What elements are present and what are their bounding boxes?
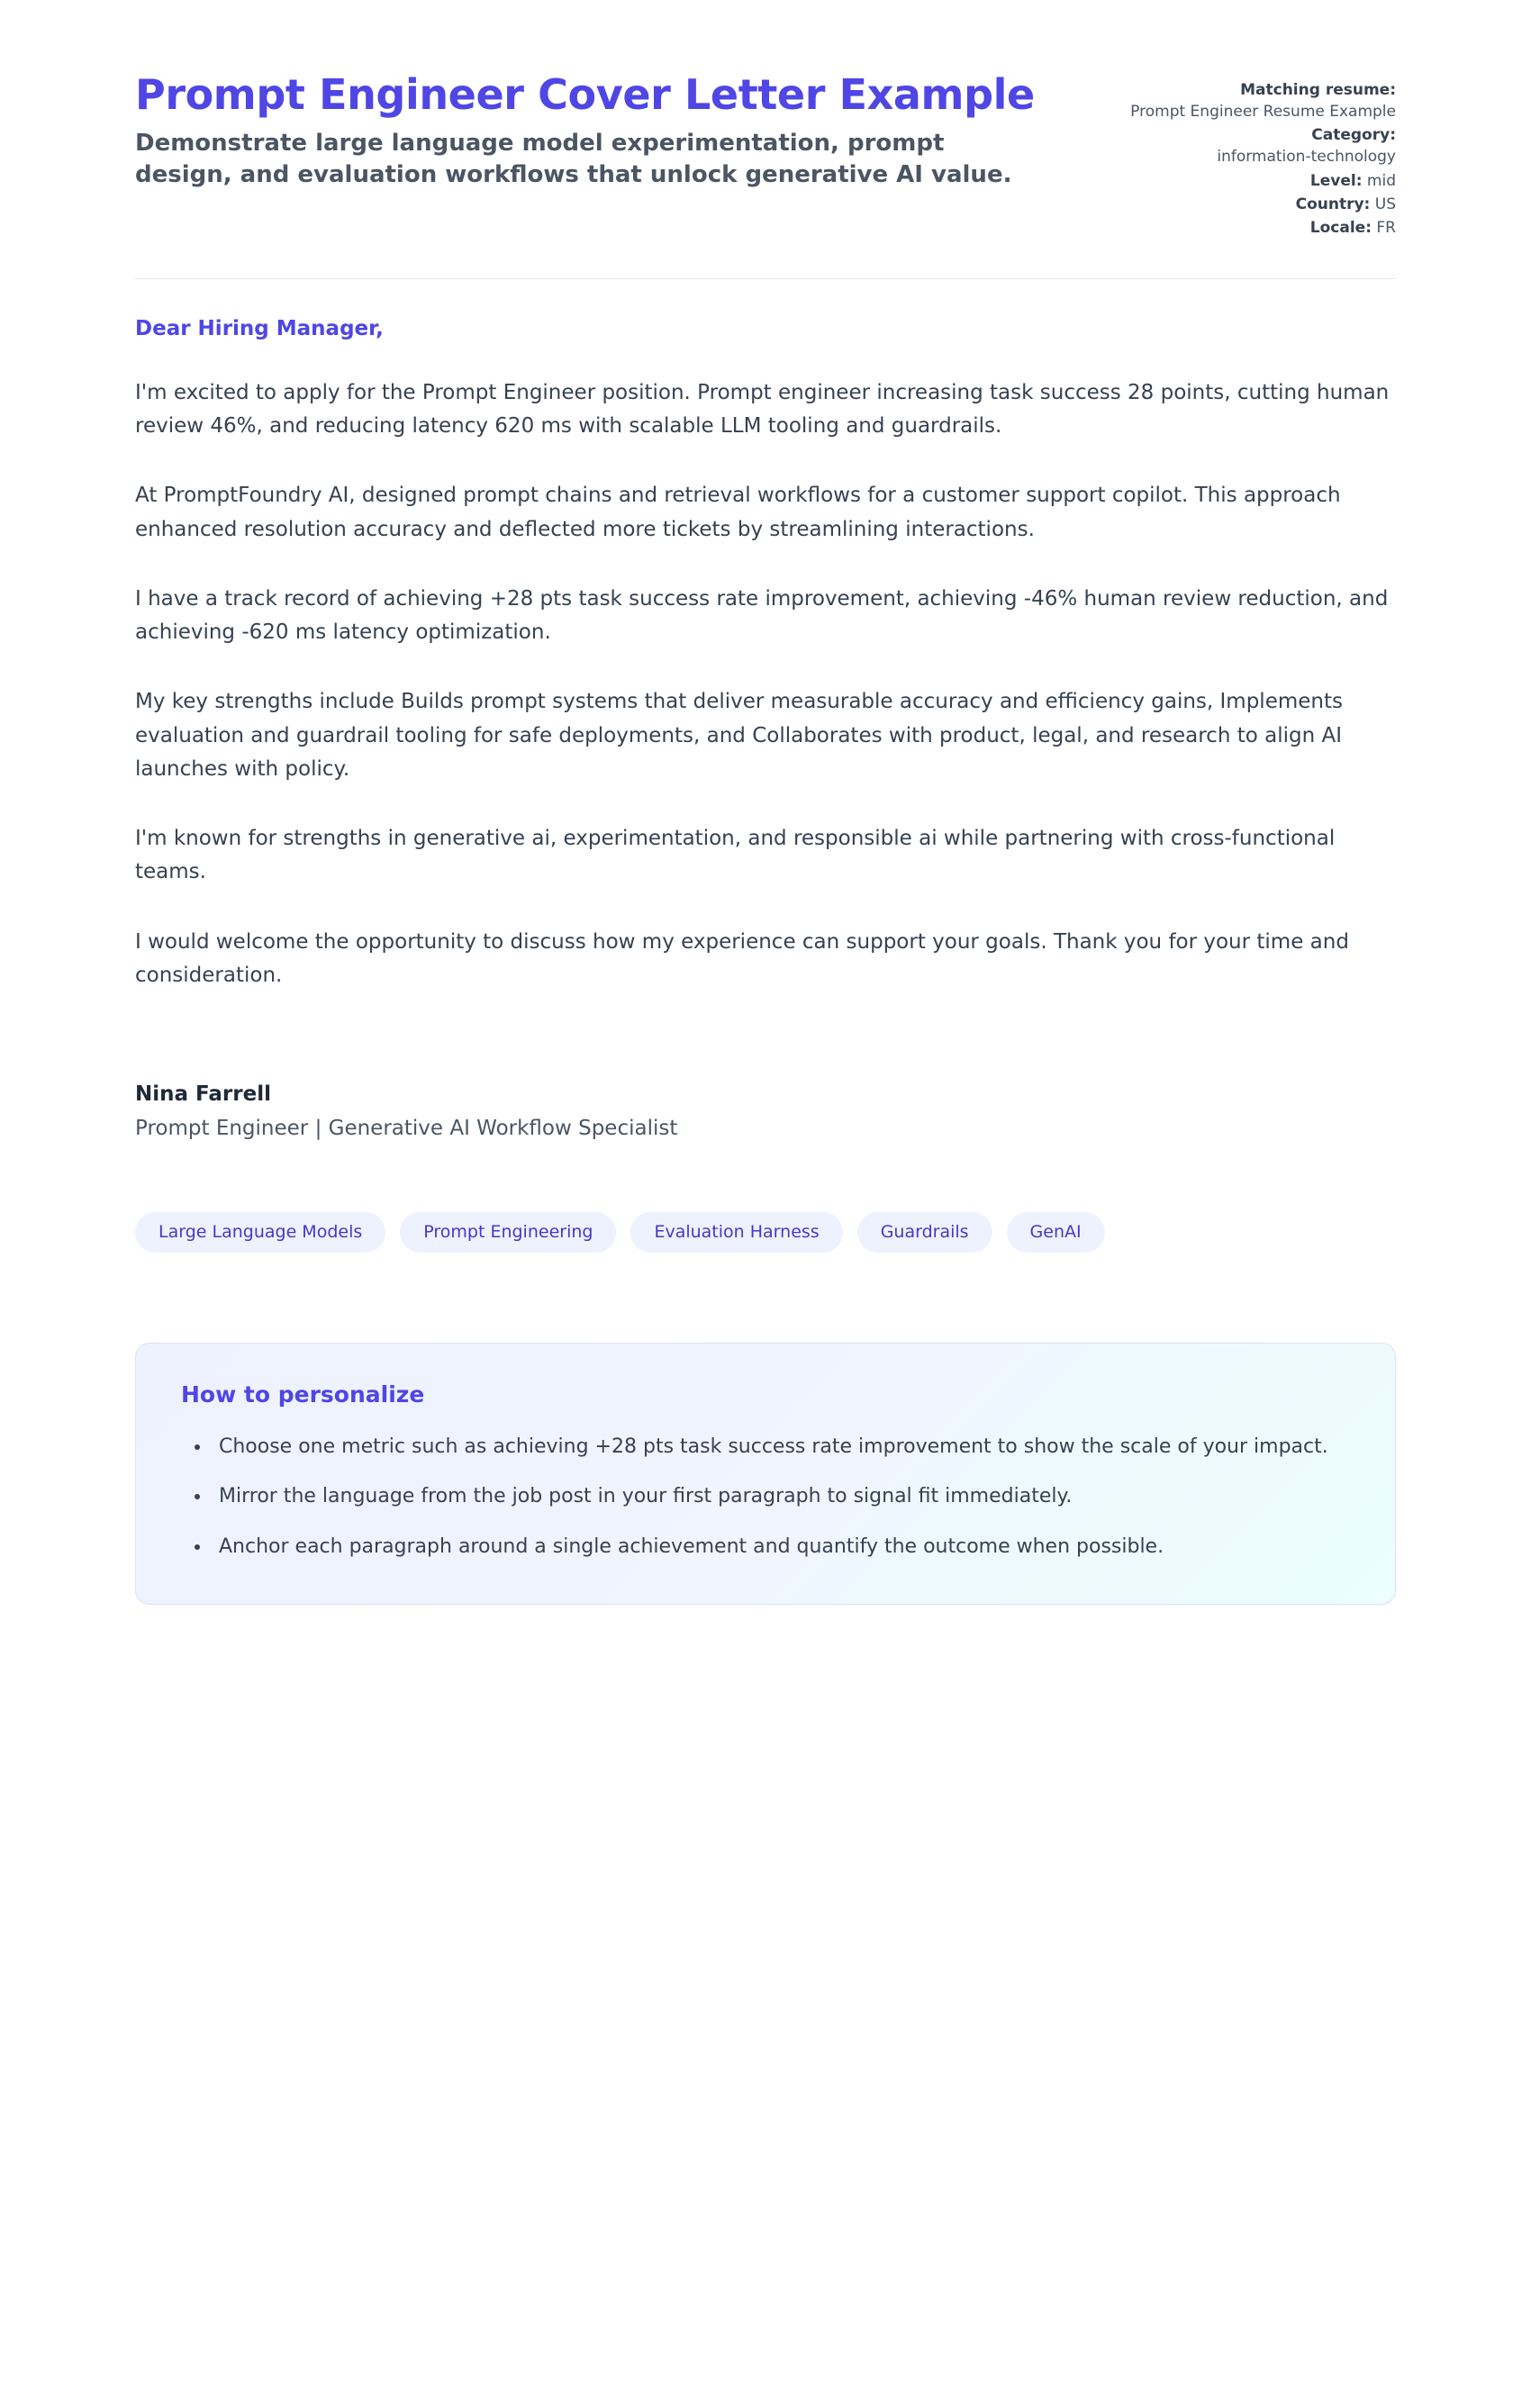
skill-tag[interactable]: Evaluation Harness [630, 1212, 842, 1253]
signature-role: Prompt Engineer | Generative AI Workflow Specialist [135, 1117, 678, 1141]
meta-category-value: information-technology [1217, 148, 1396, 167]
meta-country-value: US [1374, 195, 1396, 213]
skill-tag[interactable]: Guardrails [857, 1212, 992, 1253]
letter-salutation: Dear Hiring Manager, [135, 316, 384, 340]
document-metadata [1130, 70, 1396, 240]
header-text-block [135, 70, 1035, 191]
letter-paragraph: I would welcome the opportunity to discuss how my experience can support your goals. Thank you for your time and consideration. [135, 929, 1349, 987]
callout-title: How to personalize [181, 1381, 425, 1408]
letter-paragraph: I'm excited to apply for the Prompt Engineer position. Prompt engineer increasing task success 28 points, cutting human review 46%, and reducing latency 620 ms with scalable LLM tooling and guardrails. [135, 380, 1390, 439]
meta-matching-resume-label: Matching resume: [1240, 81, 1396, 99]
skill-tag[interactable]: GenAI [1007, 1212, 1105, 1253]
meta-category-label: Category: [1311, 126, 1396, 145]
meta-country [1130, 194, 1396, 215]
callout-list-item: • Anchor each paragraph around a single achievement and quantify the outcome when possible. [212, 1531, 1350, 1562]
skill-tag-list [135, 1212, 1396, 1253]
meta-locale-label: Locale: [1309, 218, 1372, 237]
meta-matching-resume [1130, 79, 1396, 122]
meta-level [1130, 170, 1396, 192]
callout-list-item: • Mirror the language from the job post in your first paragraph to signal fit immediately. [212, 1480, 1350, 1512]
skill-tag[interactable]: Prompt Engineering [400, 1212, 616, 1253]
page-subtitle: Demonstrate large language model experimentation, prompt design, and evaluation workflows that unlock generative AI value. [135, 130, 1012, 189]
skill-tag[interactable]: Large Language Models [135, 1212, 385, 1253]
personalize-callout [135, 1343, 1396, 1605]
callout-list-item: • Choose one metric such as achieving +28 pts task success rate improvement to show the scale of your impact. [212, 1431, 1350, 1462]
document-header [135, 70, 1396, 240]
meta-level-label: Level: [1309, 171, 1363, 190]
meta-locale [1130, 217, 1396, 239]
letter-paragraph: At PromptFoundry AI, designed prompt chains and retrieval workflows for a customer support copilot. This approach enhanced resolution accuracy and deflected more tickets by streamlining interactions. [135, 484, 1341, 541]
meta-country-label: Country: [1295, 195, 1371, 213]
page-title: Prompt Engineer Cover Letter Example [135, 70, 1035, 119]
meta-locale-value: FR [1376, 218, 1396, 237]
meta-level-value: mid [1366, 171, 1396, 190]
signature-name: Nina Farrell [135, 1082, 271, 1107]
letter-paragraph: I have a track record of achieving +28 pts task success rate improvement, achieving -46% human review reduction, and achieving -620 ms latency optimization. [135, 586, 1389, 645]
letter-paragraph: I'm known for strengths in generative ai, experimentation, and responsible ai while partnering with cross-functional teams. [135, 827, 1336, 884]
callout-list [181, 1431, 1350, 1562]
meta-category [1130, 124, 1396, 167]
meta-matching-resume-value: Prompt Engineer Resume Example [1130, 103, 1396, 122]
letter-paragraph: My key strengths include Builds prompt systems that deliver measurable accuracy and efficiency gains, Implements evaluation and guardrail tooling for safe deployments, and Collaborates with product, legal, and research to align AI launches with policy. [135, 690, 1343, 781]
letter-body [135, 279, 1396, 1140]
letter-signature [135, 1082, 1396, 1140]
